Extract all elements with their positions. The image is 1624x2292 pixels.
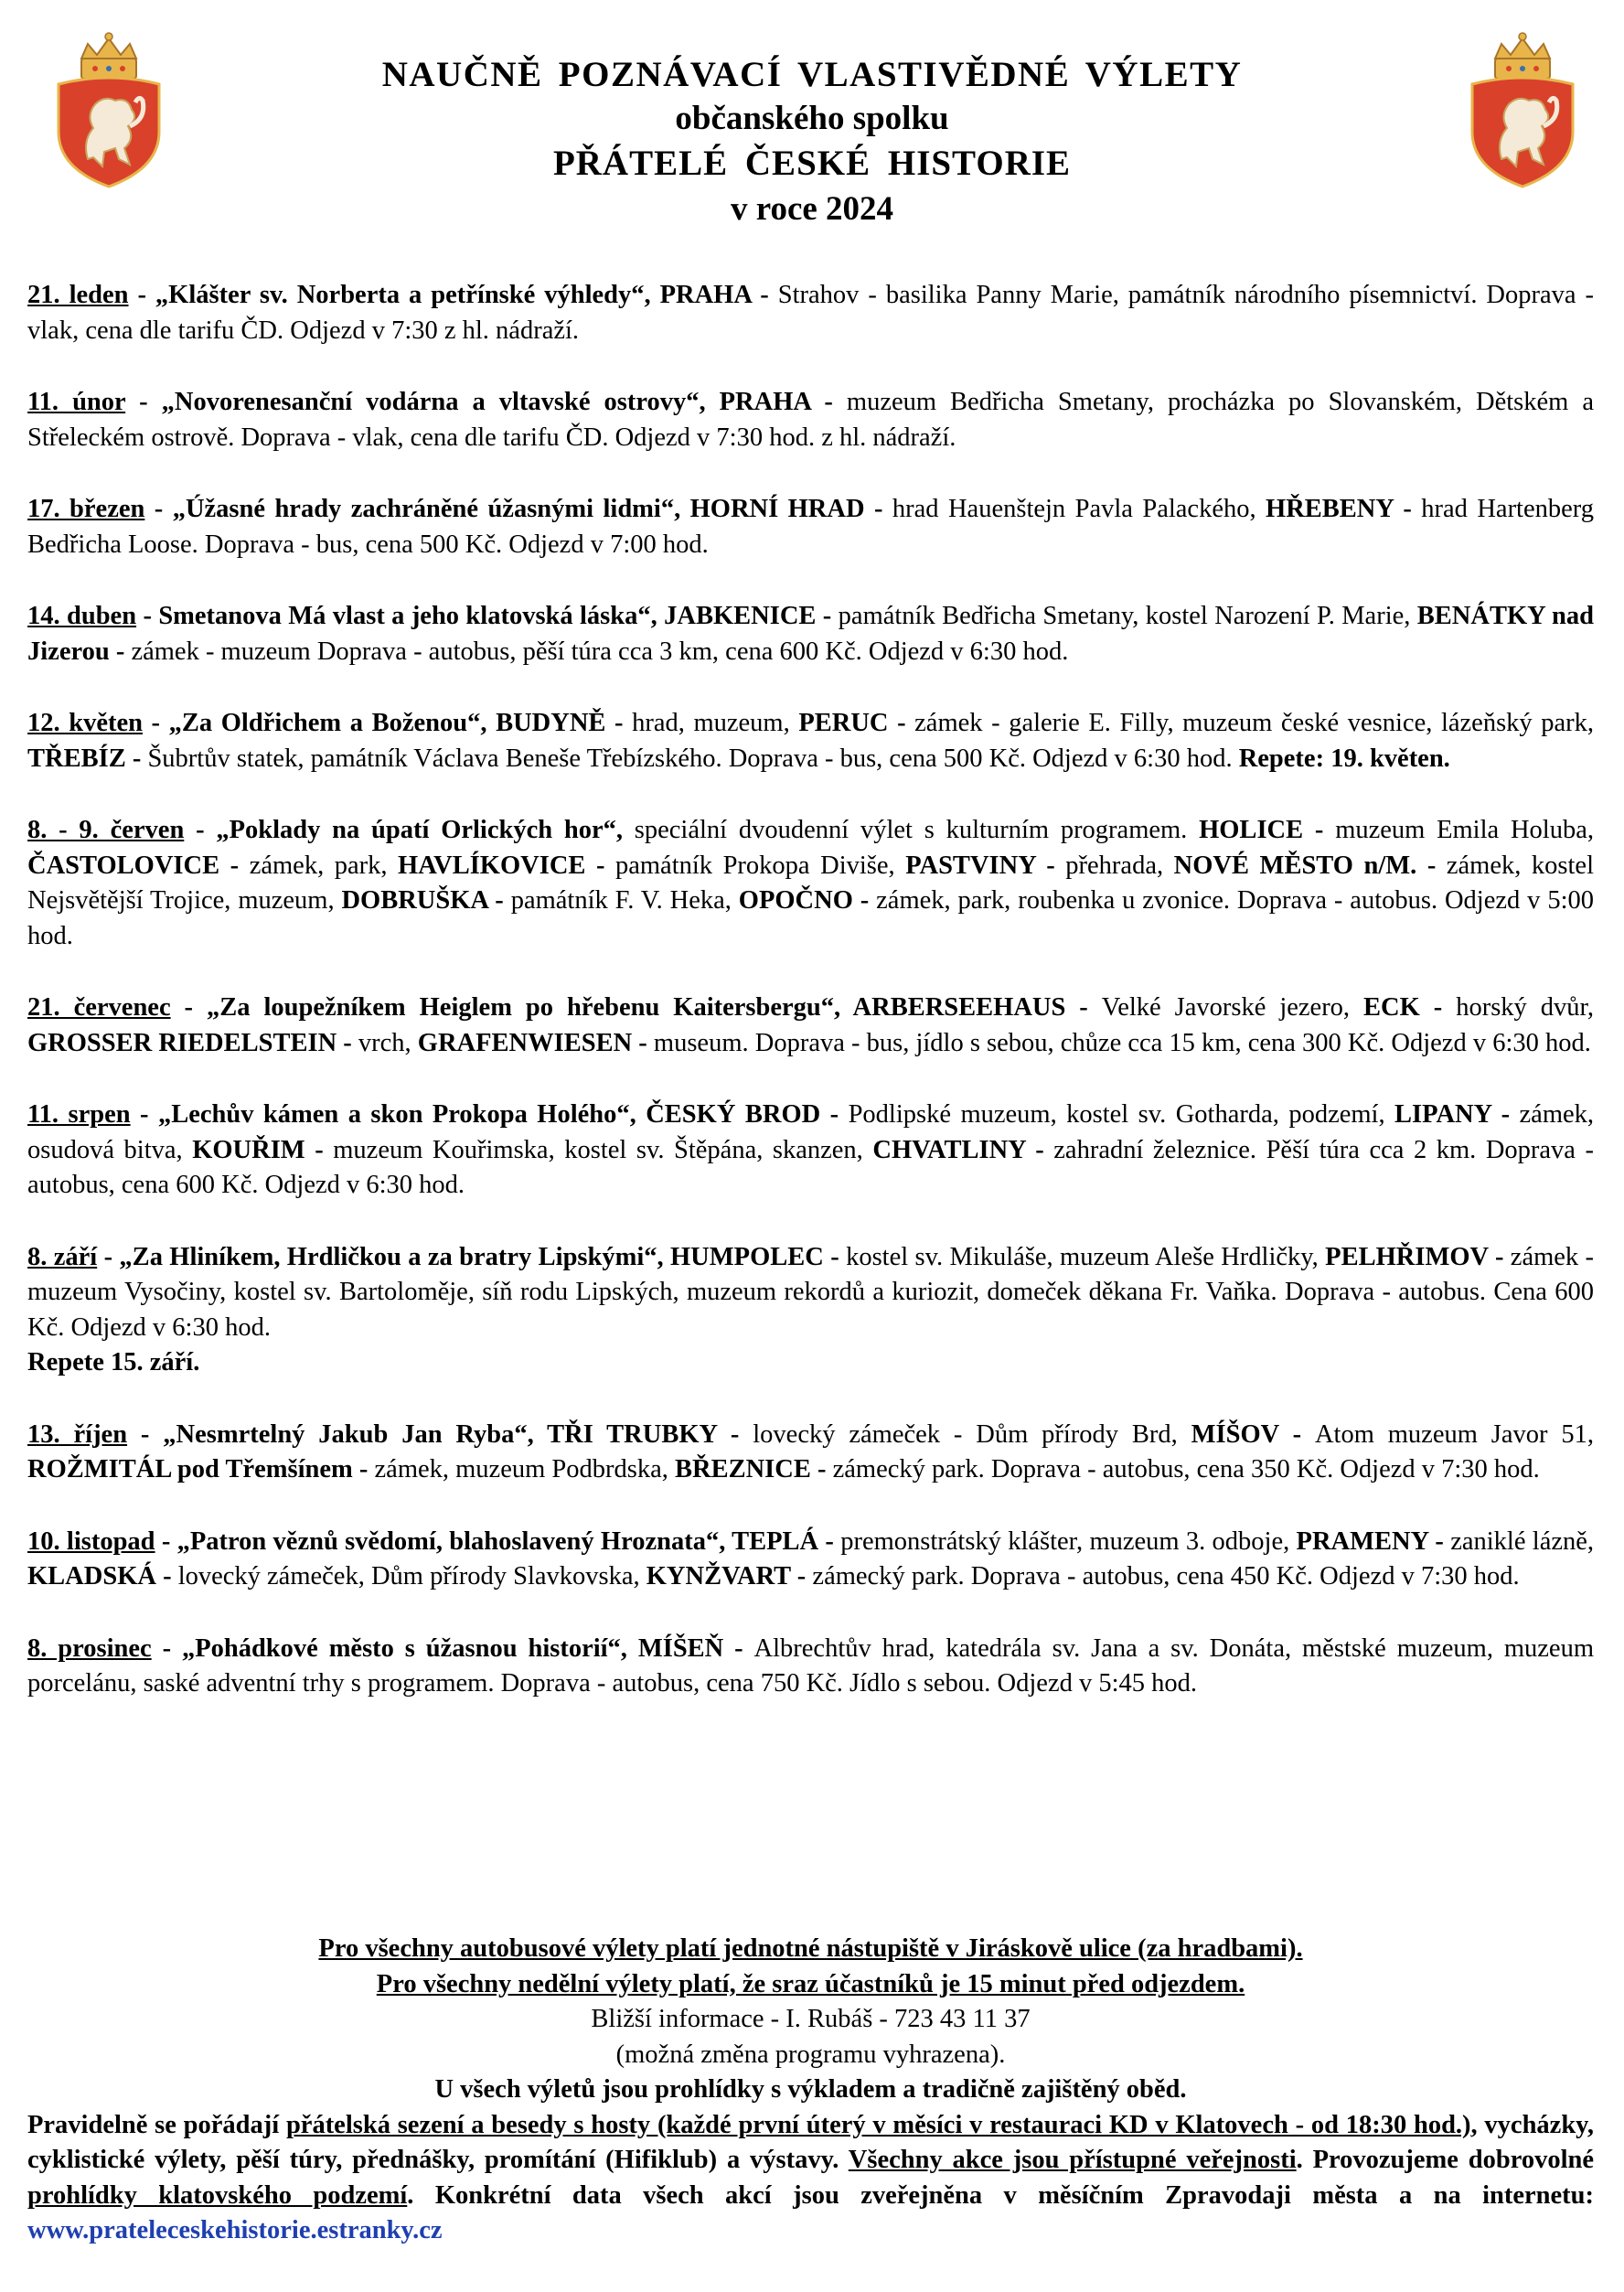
- trip-description: Strahov - basilika Panny Marie, památník národního písemnictví. Doprava - vlak, cena dle tarifu ČD. Odjezd v 7:30 z hl. nádraží.: [27, 281, 1594, 345]
- footer-text: Pravidelně se pořádají: [27, 2110, 286, 2139]
- footer-meetings-link-text: přátelská sezení a besedy s hosty (každé první úterý v měsíci v restauraci KD v Klatovech - od 18:30 hod.): [285, 2110, 1471, 2139]
- trip-highlight: Repete: 19. květen.: [1238, 744, 1450, 773]
- trip-entry: [27, 599, 1594, 669]
- trip-highlight: DOBRUŠKA -: [341, 886, 511, 915]
- organization-name: PŘÁTELÉ ČESKÉ HISTORIE: [552, 144, 1072, 183]
- trip-description: muzeum Kouřimska, kostel sv. Štěpána, skanzen,: [333, 1135, 873, 1164]
- trip-entry: [27, 813, 1594, 954]
- footer-underground-tours: prohlídky klatovského podzemí: [27, 2180, 408, 2210]
- trip-highlight: - „Lechův kámen a skon Prokopa Holého“,: [130, 1100, 646, 1129]
- trip-description: zámek - galerie E. Filly, muzeum české vesnice, lázeňský park,: [914, 709, 1595, 737]
- trip-highlight: TŘEBÍZ -: [27, 744, 148, 773]
- trip-description: muzeum Bedřicha Smetany, procházka po Slovanském, Dětském a Střeleckém ostrově. Doprava - vlak, cena dle tarifu ČD. Odjezd v 7:30 hod. z hl. nádraží.: [27, 388, 1594, 452]
- page-title-block: [229, 53, 1395, 232]
- trip-description: hrad Hauenštejn Pavla Palackého,: [892, 495, 1266, 523]
- footer-activities-paragraph: [27, 2108, 1594, 2249]
- trip-description: zámek, muzeum Podbrdska,: [374, 1455, 675, 1483]
- trip-date: 8. - 9. červen: [27, 816, 185, 844]
- trip-highlight: BUDYNĚ -: [496, 709, 633, 737]
- trip-entry: [27, 1240, 1594, 1381]
- trip-highlight: PELHŘIMOV -: [1325, 1242, 1511, 1271]
- trip-entry: [27, 706, 1594, 776]
- trip-description: Šubrtův statek, památník Václava Beneše Třebízského. Doprava - bus, cena 500 Kč. Odjezd v 6:30 hod.: [147, 744, 1239, 773]
- trip-description: Albrechtův hrad, katedrála sv. Jana a sv. Donáta, městské muzeum, muzeum porcelánu, saské adventní trhy s programem. Doprava - autobus, cena 750 Kč. Jídlo s sebou. Odjezd v 5:45 hod.: [27, 1633, 1594, 1698]
- trip-highlight: CHVATLINY -: [872, 1135, 1054, 1164]
- trip-date: 8. prosinec: [27, 1633, 152, 1663]
- footer-meeting-note: Pro všechny nedělní výlety platí, že sraz účastníků je 15 minut před odjezdem.: [376, 1969, 1245, 1998]
- trip-highlight: - „Patron věznů svědomí, blahoslavený Hroznata“, TEPLÁ -: [155, 1526, 841, 1556]
- trip-highlight: KLADSKÁ -: [27, 1562, 178, 1590]
- bohemian-lion-crest-icon: [51, 31, 166, 188]
- trip-date: 17. březen: [27, 495, 145, 523]
- trip-highlight: - „Za Hliníkem, Hrdličkou a za bratry Lipskými“, HUMPOLEC -: [97, 1242, 847, 1271]
- trip-highlight: ECK -: [1363, 993, 1457, 1022]
- trip-highlight: BENÁTKY nad Jizerou -: [27, 602, 1594, 666]
- trip-description: přehrada,: [1065, 851, 1174, 880]
- trip-highlight: ČESKÝ BROD -: [646, 1100, 849, 1129]
- trip-description: zámecký park. Doprava - autobus, cena 350 Kč. Odjezd v 7:30 hod.: [832, 1455, 1540, 1483]
- footer-change-note: (možná změna programu vyhrazena).: [615, 2040, 1006, 2069]
- trip-date: 14. duben: [27, 602, 137, 630]
- trip-date: 21. leden: [27, 281, 129, 309]
- trip-description: zahradní železnice. Pěší túra cca 2 km. Doprava - autobus, cena 600 Kč. Odjezd v 6:30 hod.: [27, 1135, 1594, 1199]
- trip-description: zámek, park, roubenka u zvonice. Doprava - autobus. Odjezd v 5:00 hod.: [27, 886, 1594, 950]
- trip-description: muzeum Emila Holuba,: [1335, 816, 1594, 844]
- trip-description: zaniklé lázně,: [1450, 1526, 1595, 1556]
- trip-highlight: BŘEZNICE -: [674, 1455, 833, 1483]
- page-footer: [27, 1932, 1594, 2249]
- trip-highlight: ROŽMITÁL pod Třemšínem -: [27, 1455, 375, 1483]
- trip-highlight: - „Nesmrtelný Jakub Jan Ryba“,: [127, 1419, 548, 1449]
- trip-highlight: TŘI TRUBKY -: [547, 1419, 753, 1449]
- trip-description: vrch,: [358, 1028, 418, 1057]
- trip-entry: [27, 278, 1594, 348]
- trip-description: zámek, kostel Nejsvětější Trojice, muzeum,: [27, 851, 1594, 915]
- trip-description: hrad Hartenberg Bedřicha Loose. Doprava - bus, cena 500 Kč. Odjezd v 7:00 hod.: [27, 495, 1594, 559]
- page-header: [0, 0, 1624, 247]
- trip-description: památník Prokopa Diviše,: [614, 851, 906, 880]
- trip-highlight: GROSSER RIEDELSTEIN -: [27, 1028, 358, 1057]
- trip-entry: [27, 1098, 1594, 1204]
- footer-text: . Konkrétní data všech akcí jsou zveřejněna v měsíčním Zpravodaji města a na internetu:: [407, 2180, 1595, 2210]
- trip-description: horský dvůr,: [1456, 993, 1594, 1022]
- footer-text: . Provozujeme dobrovolné: [1296, 2146, 1595, 2174]
- trip-highlight: NOVÉ MĚSTO n/M. -: [1173, 851, 1447, 880]
- trip-highlight: HŘEBENY -: [1266, 495, 1422, 523]
- trip-description: hrad, muzeum,: [632, 709, 799, 737]
- trip-description: zámek - muzeum Vysočiny, kostel sv. Bartoloměje, síň rodu Lipských, muzeum rekordů a kuriozit, domeček děkana Fr. Vaňka. Doprava - autobus. Cena 600 Kč. Odjezd v 6:30 hod.: [27, 1242, 1595, 1342]
- trip-date: 21. červenec: [27, 993, 171, 1022]
- trip-date: 12. květen: [27, 709, 143, 737]
- trip-entry: [27, 385, 1594, 455]
- trip-highlight: MÍŠOV -: [1191, 1419, 1315, 1449]
- trip-description: památník Bedřicha Smetany, kostel Narození P. Marie,: [838, 602, 1417, 630]
- trip-date: 11. únor: [27, 388, 126, 416]
- trip-date: 8. září: [27, 1242, 98, 1271]
- trip-highlight: - Smetanova Má vlast a jeho klatovská láska“, JABKENICE -: [136, 602, 839, 630]
- trip-highlight: PASTVINY -: [905, 851, 1066, 880]
- trip-description: Atom muzeum Javor 51,: [1314, 1419, 1594, 1449]
- year-label: v roce 2024: [730, 190, 894, 228]
- trip-date: 13. říjen: [27, 1419, 128, 1449]
- trip-highlight: - „Za loupežníkem Heiglem po hřebenu Kaitersbergu“, ARBERSEEHAUS -: [170, 993, 1102, 1022]
- trip-highlight: KOUŘIM -: [192, 1135, 334, 1164]
- trip-entry: [27, 1632, 1594, 1702]
- trip-description: lovecký zámeček, Dům přírody Slavkovska,: [177, 1562, 646, 1590]
- trip-highlight: ČASTOLOVICE -: [27, 851, 250, 880]
- trip-description: speciální dvoudenní výlet s kulturním programem.: [634, 816, 1200, 844]
- trip-highlight: HAVLÍKOVICE -: [398, 851, 615, 880]
- trip-highlight: - „Novorenesanční vodárna a vltavské ostrovy“, PRAHA -: [125, 388, 847, 416]
- trip-highlight: KYNŽVART -: [646, 1562, 813, 1590]
- trip-entry: [27, 1525, 1594, 1595]
- trip-date: 11. srpen: [27, 1100, 131, 1129]
- trip-date: 10. listopad: [27, 1526, 155, 1556]
- trip-highlight: - „Za Oldřichem a Boženou“,: [142, 709, 497, 737]
- trip-description: Velké Javorské jezero,: [1101, 993, 1364, 1022]
- trip-description: museum. Doprava - bus, jídlo s sebou, chůze cca 15 km, cena 300 Kč. Odjezd v 6:30 hod.: [653, 1028, 1591, 1057]
- trip-description: kostel sv. Mikuláše, muzeum Aleše Hrdličky,: [846, 1242, 1326, 1271]
- trip-highlight: OPOČNO -: [738, 886, 877, 915]
- trip-entry: [27, 492, 1594, 562]
- trip-highlight: Repete 15. září.: [27, 1348, 200, 1376]
- website-link[interactable]: www.prateleceskehistorie.estranky.cz: [27, 2216, 443, 2244]
- footer-text: , vycházky, cyklistické výlety, pěší túry, přednášky, promítání (Hifiklub) a výstavy.: [27, 2110, 1594, 2174]
- trip-description: zámecký park. Doprava - autobus, cena 450 Kč. Odjezd v 7:30 hod.: [812, 1562, 1520, 1590]
- page-subtitle: občanského spolku: [675, 100, 949, 137]
- footer-tours-note: U všech výletů jsou prohlídky s výkladem a tradičně zajištěný oběd.: [434, 2075, 1187, 2104]
- trip-highlight: PRAMENY -: [1296, 1526, 1451, 1556]
- trip-highlight: LIPANY -: [1394, 1100, 1520, 1129]
- footer-contact: Bližší informace - I. Rubáš - 723 43 11 37: [591, 2005, 1031, 2033]
- trip-description: zámek - muzeum Doprava - autobus, pěší túra cca 3 km, cena 600 Kč. Odjezd v 6:30 hod.: [131, 637, 1069, 666]
- trip-highlight: - „Pohádkové město s úžasnou historií“, MÍŠEŇ -: [151, 1633, 754, 1663]
- bohemian-lion-crest-icon: [1465, 31, 1580, 188]
- trip-description: zámek, osudová bitva,: [27, 1100, 1595, 1164]
- footer-boarding-note: Pro všechny autobusové výlety platí jednotné nástupiště v Jiráskově ulice (za hradbami).: [318, 1934, 1303, 1963]
- trip-description: zámek, park,: [249, 851, 399, 880]
- page-title: NAUČNĚ POZNÁVACÍ VLASTIVĚDNÉ VÝLETY: [381, 55, 1243, 94]
- trip-highlight: - „Poklady na úpatí Orlických hor“,: [184, 816, 635, 844]
- trip-description: památník F. V. Heka,: [510, 886, 739, 915]
- trip-highlight: GRAFENWIESEN -: [417, 1028, 654, 1057]
- trip-entry: [27, 1418, 1594, 1488]
- trip-description: lovecký zámeček - Dům přírody Brd,: [753, 1419, 1191, 1449]
- trip-highlight: - „Úžasné hrady zachráněné úžasnými lidmi“, HORNÍ HRAD -: [144, 495, 892, 523]
- trip-list: [27, 278, 1594, 1739]
- trip-highlight: - „Klášter sv. Norberta a petřínské výhledy“, PRAHA -: [128, 281, 778, 309]
- trip-highlight: PERUC -: [798, 709, 915, 737]
- footer-public-note: Všechny akce jsou přístupné veřejnosti: [848, 2146, 1297, 2174]
- trip-description: premonstrátský klášter, muzeum 3. odboje,: [840, 1526, 1297, 1556]
- trip-description: Podlipské muzeum, kostel sv. Gotharda, podzemí,: [848, 1100, 1395, 1129]
- trip-entry: [27, 991, 1594, 1061]
- trip-highlight: HOLICE -: [1199, 816, 1336, 844]
